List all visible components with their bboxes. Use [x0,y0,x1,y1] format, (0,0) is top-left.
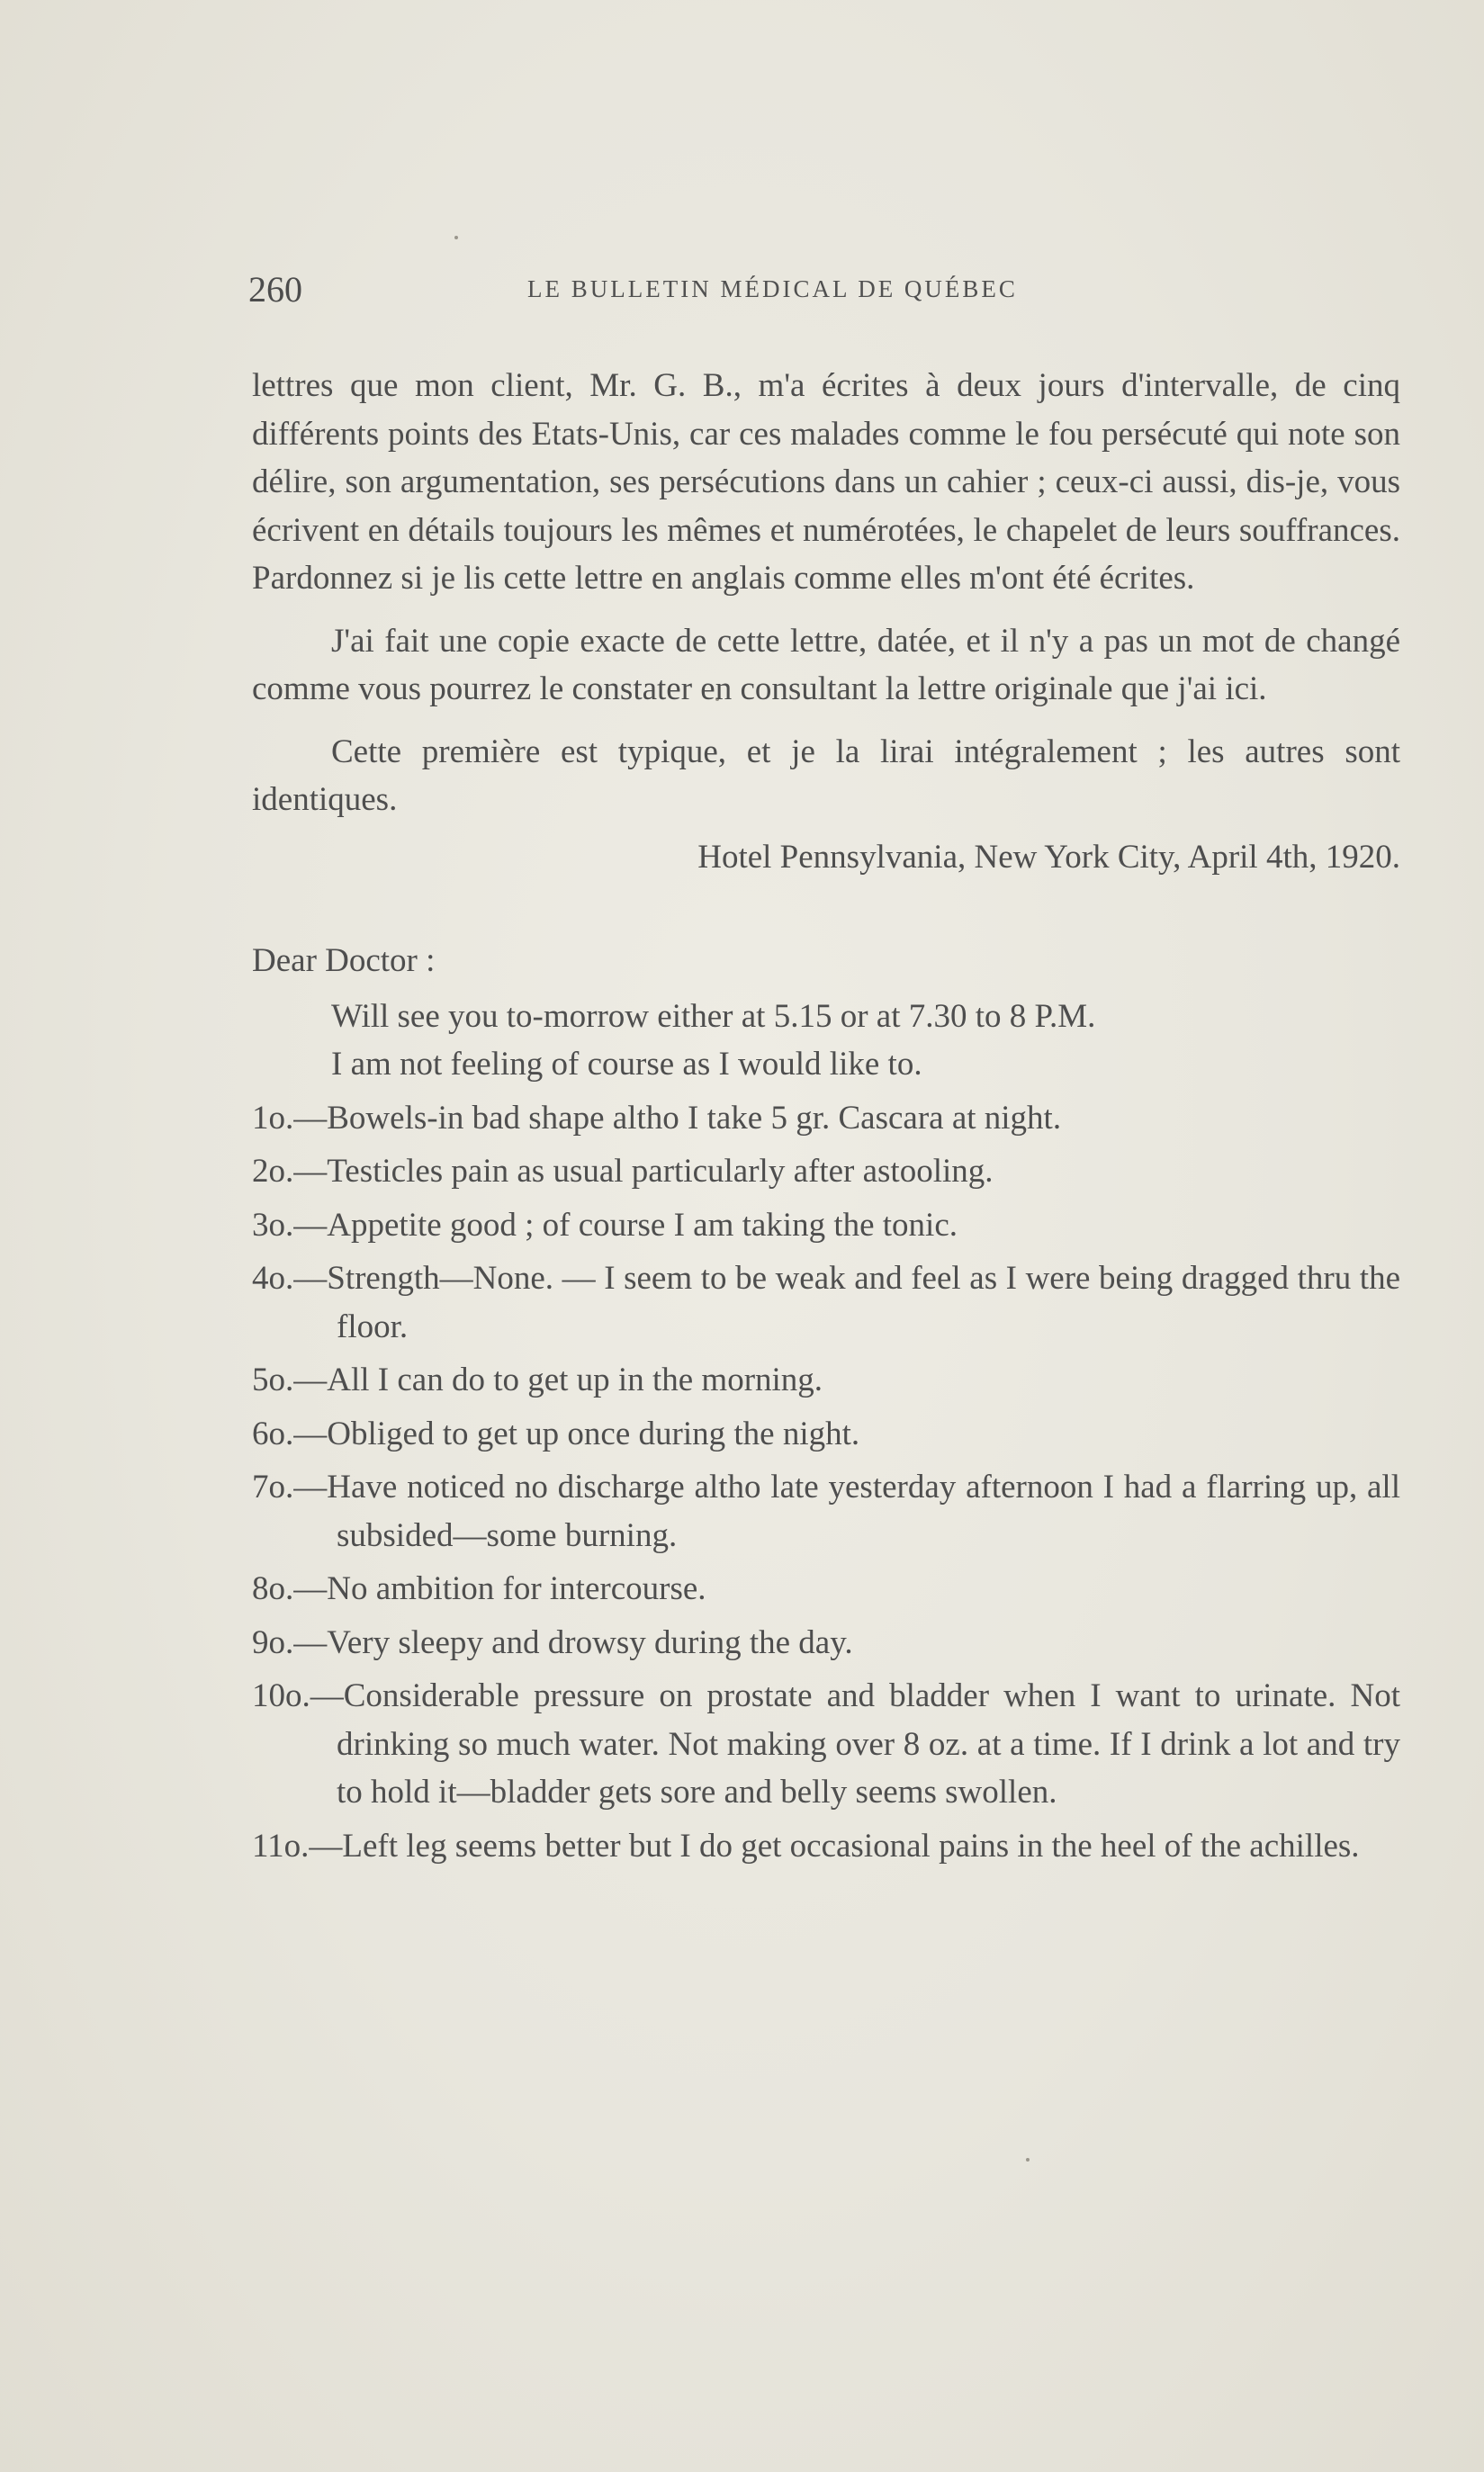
list-item-text: Left leg seems better but I do get occasional pains in the heel of the achilles. [342,1827,1360,1865]
running-title: LE BULLETIN MÉDICAL DE QUÉBEC [527,275,1018,302]
list-item [252,1672,1400,1817]
list-item-number: 5o.— [252,1362,328,1398]
list-item-number: 3o.— [252,1206,328,1244]
list-item-number: 1o.— [252,1099,328,1137]
list-item-number: 8o.— [252,1570,328,1607]
symptom-list [252,1094,1400,1871]
list-item-text: No ambition for intercourse. [327,1570,706,1607]
page-body [252,362,1400,1870]
list-item-number: 2o.— [252,1153,328,1190]
list-item-text: Very sleepy and drowsy during the day. [327,1623,853,1661]
list-item [252,1619,1400,1667]
list-item-number: 6o.— [252,1415,328,1452]
list-item [252,1822,1400,1871]
list-item-text: All I can do to get up in the morning. [327,1362,823,1398]
page-number: 260 [248,269,302,310]
letter-salutation: Dear Doctor : [252,942,436,979]
list-item-text: Bowels-in bad shape altho I take 5 gr. Cascara at night. [327,1099,1062,1137]
letter-line: Will see you to-morrow either at 5.15 or at 7.30 to 8 P.M. [331,997,1096,1035]
list-item [252,1356,1400,1405]
paragraph: J'ai fait une copie exacte de cette lettre, datée, et il n'y a pas un mot de changé comme vous pourrez le constater en consultant la lettre originale que j'ai ici. [252,622,1400,707]
list-item [252,1094,1400,1143]
page-header [248,268,1400,322]
list-item-text: Strength—None. — I seem to be weak and feel as I were being dragged thru the floor. [327,1260,1400,1345]
list-item-number: 11o.— [252,1827,343,1865]
list-item [252,1147,1400,1196]
list-item-text: Testicles pain as usual particularly after astooling. [327,1153,994,1190]
list-item [252,1410,1400,1459]
list-item-number: 9o.— [252,1623,328,1661]
list-item-number: 7o.— [252,1469,328,1506]
paper-speck [1026,2158,1030,2162]
list-item [252,1254,1400,1351]
paragraph: lettres que mon client, Mr. G. B., m'a écrites à deux jours d'intervalle, de cinq différents points des Etats-Unis, car ces malades comme le fou persécuté qui note son délire, son argumentation, ses persécutions dans un cahier ; ceux-ci aussi, dis-je, vous écrivent en détails toujours les mêmes et numérotées, le chapelet de leurs souffrances. Pardonnez si je lis cette lettre en anglais comme elles m'ont été écrites. [252,367,1400,597]
list-item-number: 4o.— [252,1260,328,1297]
letter-line: I am not feeling of course as I would like to. [331,1046,922,1083]
paper-speck [454,236,458,239]
list-item-text: Considerable pressure on prostate and bladder when I want to urinate. Not drinking so much water. Not making over 8 oz. at a time. If I drink a lot and try to hold it—bladder gets sore and belly seems swollen. [337,1677,1400,1811]
list-item-text: Appetite good ; of course I am taking the tonic. [327,1206,958,1244]
list-item-text: Have noticed no discharge altho late yesterday afternoon I had a flarring up, all subsided—some burning. [327,1469,1400,1554]
letter-place-date: Hotel Pennsylvania, New York City, April 4th, 1920. [697,838,1400,876]
list-item [252,1201,1400,1250]
paragraph: Cette première est typique, et je la lirai intégralement ; les autres sont identiques. [252,733,1400,818]
list-item-text: Obliged to get up once during the night. [327,1415,860,1452]
list-item-number: 10o.— [252,1677,344,1714]
list-item [252,1565,1400,1614]
list-item [252,1463,1400,1560]
